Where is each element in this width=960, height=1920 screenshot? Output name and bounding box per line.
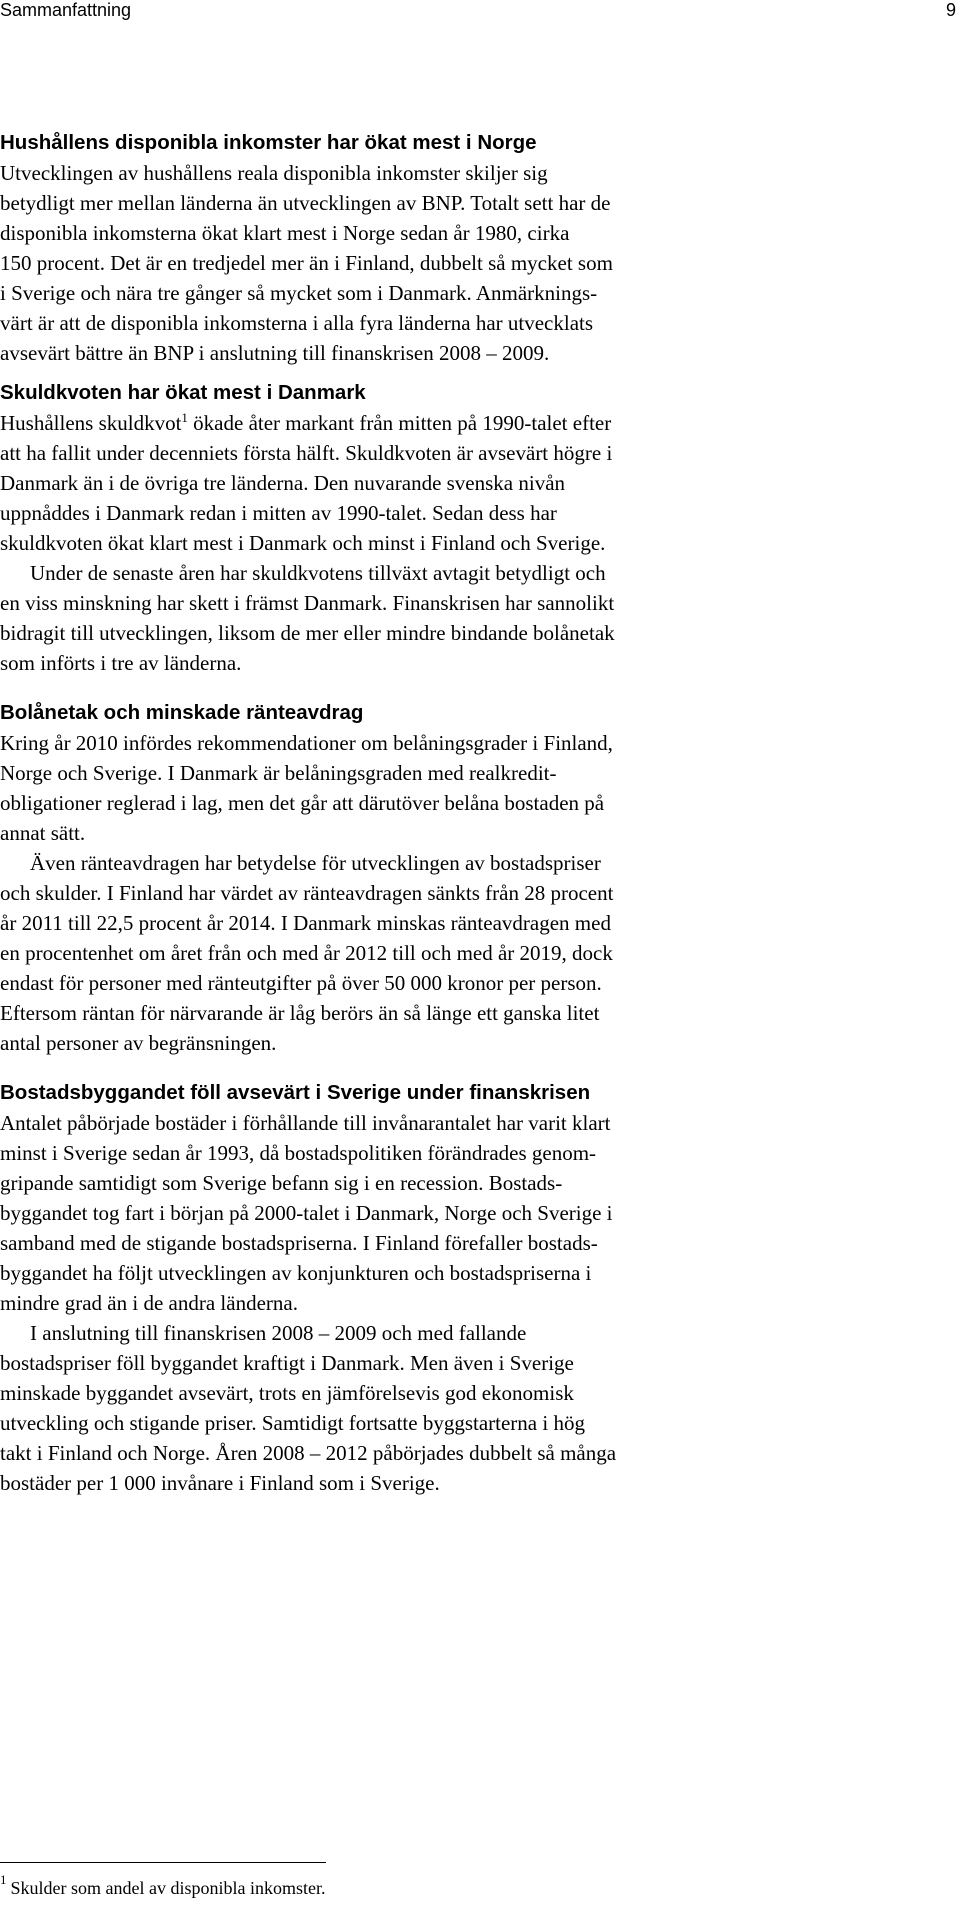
page-number: 9: [945, 0, 956, 20]
paragraph-mortgage-cap-1: Kring år 2010 infördes rekommendationer om belåningsgrader i Finland, Norge och Sverige. I Danmark är belåningsgraden med realkredit- obligationer reglerad i lag, men det går att därutöver belåna bostaden på annat sätt.: [0, 731, 613, 845]
paragraph-disposable-income: Utvecklingen av hushållens reala disponibla inkomster skiljer sig betydligt mer mellan länderna än utvecklingen av BNP. Totalt sett har de disponibla inkomsterna ökat klart mest i Norge sedan år 1980, cirka 150 procent. Det är en tredjedel mer än i Finland, dubbelt så mycket som i Sverige och nära tre gånger så mycket som i Danmark. Anmärknings- värt är att de disponibla inkomsterna i alla fyra länderna har utvecklats avsevärt bättre än BNP i anslutning till finanskrisen 2008 – 2009.: [0, 161, 613, 365]
footnote: [0, 1872, 326, 1900]
running-title: Sammanfattning: [0, 0, 132, 20]
paragraph-housing-construction-2: I anslutning till finanskrisen 2008 – 2009 och med fallande bostadspriser föll byggandet kraftigt i Danmark. Men även i Sverige minskade byggandet avsevärt, trots en jämförelsevis god ekonomisk utveckling och stigande priser. Samtidigt fortsatte byggstarterna i hög takt i Finland och Norge. Åren 2008 – 2012 påbörjades dubbelt så många bostäder per 1 000 invånare i Finland som i Sverige.: [0, 1321, 617, 1495]
section-heading-housing-construction: Bostadsbyggandet föll avsevärt i Sverige under finanskrisen: [0, 1081, 591, 1104]
footnote-ref[interactable]: 1: [181, 410, 188, 425]
section-heading-disposable-income: Hushållens disponibla inkomster har ökat mest i Norge: [0, 131, 537, 154]
section-heading-mortgage-cap: Bolånetak och minskade ränteavdrag: [0, 701, 364, 724]
document-body: [0, 128, 944, 1498]
footnote-number: 1: [0, 1872, 7, 1887]
footnote-text: Skulder som andel av disponibla inkomster.: [10, 1878, 326, 1898]
running-head: [0, 0, 960, 20]
footnote-divider: [0, 1862, 326, 1863]
paragraph-housing-construction-1: Antalet påbörjade bostäder i förhållande till invånarantalet har varit klart minst i Sverige sedan år 1993, då bostadspolitiken förändrades genom- gripande samtidigt som Sverige befann sig i en recession. Bostads- byggandet tog fart i början på 2000-talet i Danmark, Norge och Sverige i samband med de stigande bostadspriserna. I Finland förefaller bostads- byggandet ha följt utvecklingen av konjunkturen och bostadspriserna i mindre grad än i de andra länderna.: [0, 1111, 613, 1315]
paragraph-debt-ratio-1: Hushållens skuldkvot$^1$ ökade åter markant från mitten på 1990-talet efter att ha fallit under decenniets första hälft. Skuldkvoten är avsevärt högre i Danmark än i de övriga tre länderna. Den nuvarande svenska nivån uppnåddes i Danmark redan i mitten av 1990-talet. Sedan dess har skuldkvoten ökat klart mest i Danmark och minst i Finland och Sverige.: [0, 410, 613, 555]
paragraph-debt-ratio-2: Under de senaste åren har skuldkvotens tillväxt avtagit betydligt och en viss minskning har skett i främst Danmark. Finanskrisen har sannolikt bidragit till utvecklingen, liksom de mer eller mindre bindande bolånetak som införts i tre av länderna.: [0, 561, 615, 675]
section-heading-debt-ratio: Skuldkvoten har ökat mest i Danmark: [0, 381, 366, 404]
paragraph-mortgage-cap-2: Även ränteavdragen har betydelse för utvecklingen av bostadspriser och skulder. I Finland har värdet av ränteavdragen sänkts från 28 procent år 2011 till 22,5 procent år 2014. I Danmark minskas ränteavdragen med en procentenhet om året från och med år 2012 till och med år 2019, dock endast för personer med ränteutgifter på över 50 000 kronor per person. Eftersom räntan för närvarande är låg berörs än så länge ett ganska litet antal personer av begränsningen.: [0, 851, 614, 1055]
